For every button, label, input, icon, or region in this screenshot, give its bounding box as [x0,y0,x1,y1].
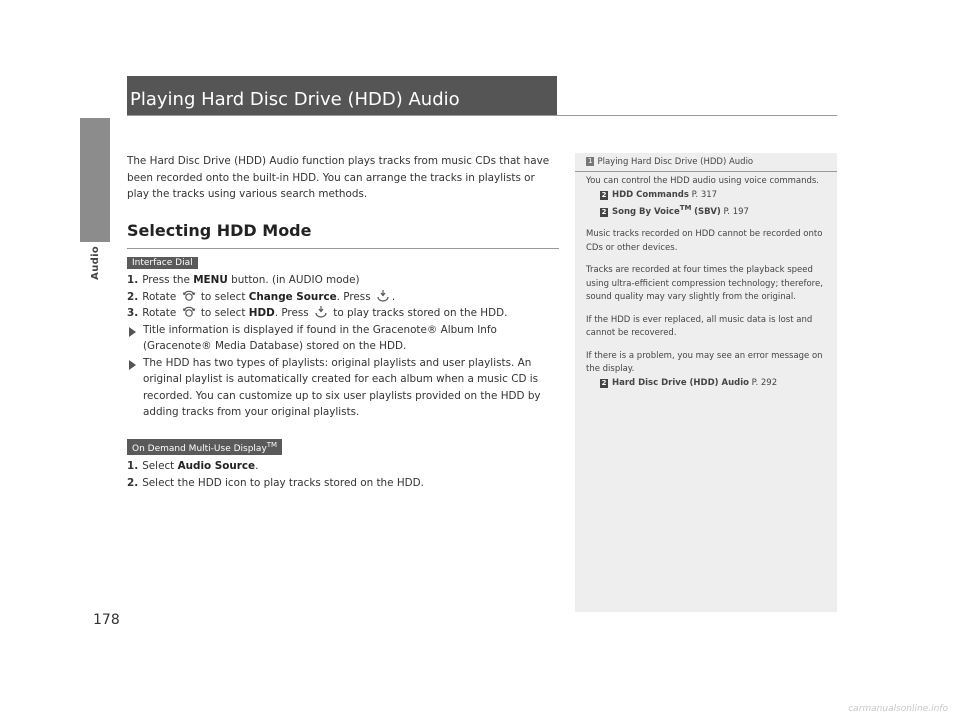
chapter-tab [80,118,110,242]
step-item: 1. Select Audio Source. [127,460,259,472]
ondemand-tag: On Demand Multi-Use Display™ [127,439,282,455]
page-title: Playing Hard Disc Drive (HDD) Audio [130,89,460,110]
reference-icon: 2 [601,207,607,216]
main-content [127,153,559,491]
rotate-dial-icon [182,305,196,319]
note-header: 1 Playing Hard Disc Drive (HDD) Audio [575,153,837,172]
step-item: 2. Select the HDD icon to play tracks stored on the HDD. [127,476,424,489]
ref-link[interactable]: 2 Song By Voice™ (SBV) P. 197 [601,204,749,217]
page-number: 178 [93,612,120,628]
arrow-icon [129,360,136,370]
interface-dial-tag: Interface Dial [127,257,198,269]
watermark: carmanualsonline.info [848,704,948,714]
sub-note: The HDD has two types of playlists: original playlists and user playlists. An original playlist is automatically created for each album when a music CD is recorded. You can customize up to six user playlists provided on the HDD by adding tracks from your original playlists. [127,355,559,421]
chapter-label: Audio [90,246,101,280]
ondemand-steps [127,458,559,491]
reference-icon: 2 [601,190,607,199]
ref-link[interactable]: 2 HDD Commands P. 317 [601,189,718,200]
note-paragraph: If the HDD is ever replaced, all music data is lost and cannot be recovered. [586,314,813,339]
arrow-icon [129,327,136,337]
reference-icon: 2 [601,378,607,387]
sidebar-note [575,153,837,612]
title-divider [127,115,837,116]
section-heading: Selecting HDD Mode [127,220,312,240]
sub-note: Title information is displayed if found in the Gracenote® Album Info (Gracenote® Media Database) stored on the HDD. [127,322,559,355]
note-body [575,172,837,390]
note-marker-icon: 1 [588,157,593,165]
note-paragraph: Tracks are recorded at four times the playback speed using ultra-efficient compression technology; therefore, sound quality may vary slightly from the original. [586,265,823,303]
rotate-dial-icon [182,289,196,303]
step-item: 3. Rotate to select HDD. Press to play tracks stored on the HDD. [127,307,508,319]
section-divider [127,248,559,249]
note-paragraph: Music tracks recorded on HDD cannot be recorded onto CDs or other devices. [586,229,823,253]
intro-paragraph: The Hard Disc Drive (HDD) Audio function plays tracks from music CDs that have been recorded onto the built-in HDD. You can arrange the tracks in playlists or play the tracks using various search methods. [127,155,550,200]
press-dial-icon [314,305,328,319]
step-item: 2. Rotate to select Change Source. Press . [127,290,396,303]
interface-dial-steps [127,272,559,421]
step-item: 1. Press the MENU button. (in AUDIO mode) [127,274,360,286]
ref-link[interactable]: 2 Hard Disc Drive (HDD) Audio P. 292 [601,377,778,388]
note-paragraph: You can control the HDD audio using voice commands. 2 HDD Commands P. 317 2 Song By Voice™ (SBV) P. 197 [586,176,819,217]
press-dial-icon [376,289,390,303]
note-paragraph: If there is a problem, you may see an error message on the display. 2 Hard Disc Drive (HDD) Audio P. 292 [586,350,823,388]
